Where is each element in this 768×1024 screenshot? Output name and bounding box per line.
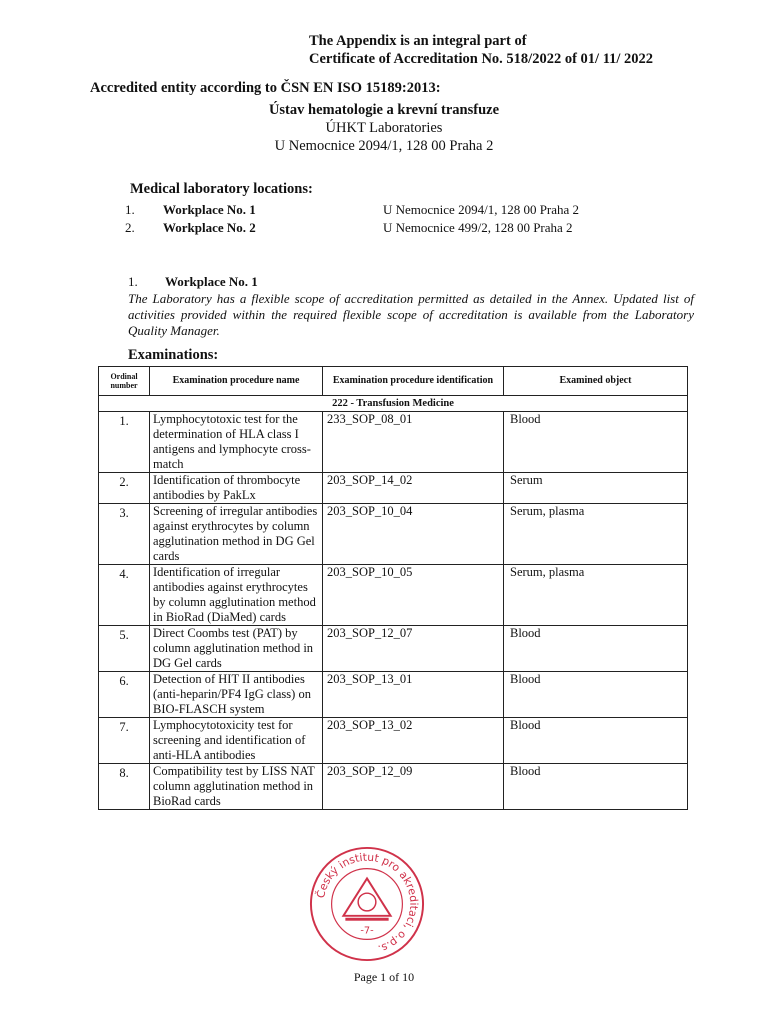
row-identification: 203_SOP_10_04	[323, 504, 504, 565]
row-name: Lymphocytotoxic test for the determination of HLA class I antigens and lymphocyte cross-match	[150, 412, 323, 473]
row-name: Screening of irregular antibodies against erythrocytes by column agglutination method in DG Gel cards	[150, 504, 323, 565]
table-row	[99, 764, 688, 810]
examinations-table	[98, 366, 688, 810]
location-row	[125, 202, 645, 220]
header-object: Examined object	[504, 367, 688, 396]
row-object: Blood	[504, 718, 688, 764]
section-label: 222 - Transfusion Medicine	[99, 396, 688, 412]
stamp-ring-text: Český institut pro akreditaci, o.p.s.	[314, 850, 421, 956]
row-name: Direct Coombs test (PAT) by column agglutination method in DG Gel cards	[150, 626, 323, 672]
row-number: 6.	[99, 672, 150, 718]
row-object: Serum, plasma	[504, 504, 688, 565]
workplace-title	[128, 274, 258, 290]
row-number: 5.	[99, 626, 150, 672]
flexible-scope-note: The Laboratory has a flexible scope of accreditation permitted as detailed in the Annex. Updated list of activities provided within the required flexible scope of accreditation is available from the Laboratory Quality Manager.	[128, 291, 694, 338]
workplace-number: 1.	[128, 274, 138, 289]
page-number: Page 1 of 10	[353, 970, 415, 984]
institution-sub: ÚHKT Laboratories	[325, 120, 443, 136]
row-name: Identification of thrombocyte antibodies by PakLx	[150, 473, 323, 504]
row-name: Detection of HIT II antibodies (anti-heparin/PF4 IgG class) on BIO-FLASCH system	[150, 672, 323, 718]
header-ordinal: Ordinal number	[99, 367, 150, 396]
row-identification: 203_SOP_14_02	[323, 473, 504, 504]
institution-block	[0, 101, 768, 155]
row-name: Compatibility test by LISS NAT column agglutination method in BioRad cards	[150, 764, 323, 810]
stamp-emblem	[343, 878, 390, 920]
location-number: 1.	[125, 202, 135, 217]
location-address: U Nemocnice 2094/1, 128 00 Praha 2	[383, 202, 580, 217]
row-number: 7.	[99, 718, 150, 764]
table-header-row	[99, 367, 688, 396]
locations-title: Medical laboratory locations:	[130, 181, 313, 197]
row-identification: 233_SOP_08_01	[323, 412, 504, 473]
row-identification: 203_SOP_12_09	[323, 764, 504, 810]
appendix-header	[309, 32, 653, 68]
row-object: Blood	[504, 412, 688, 473]
table-row	[99, 412, 688, 473]
location-address: U Nemocnice 499/2, 128 00 Praha 2	[383, 220, 573, 235]
row-number: 1.	[99, 412, 150, 473]
row-identification: 203_SOP_10_05	[323, 565, 504, 626]
appendix-line-1: The Appendix is an integral part of	[309, 33, 527, 49]
workplace-label: Workplace No. 1	[165, 274, 258, 289]
row-object: Serum	[504, 473, 688, 504]
appendix-line-2: Certificate of Accreditation No. 518/2022 of 01/ 11/ 2022	[309, 51, 654, 67]
table-row	[99, 672, 688, 718]
institution-name: Ústav hematologie a krevní transfuze	[268, 102, 500, 118]
table-row	[99, 504, 688, 565]
location-number: 2.	[125, 220, 135, 235]
location-label: Workplace No. 1	[163, 202, 256, 217]
row-number: 4.	[99, 565, 150, 626]
row-identification: 203_SOP_13_01	[323, 672, 504, 718]
row-object: Blood	[504, 764, 688, 810]
accredited-entity-line: Accredited entity according to ČSN EN ISO 15189:2013:	[90, 80, 441, 96]
row-object: Blood	[504, 626, 688, 672]
location-label: Workplace No. 2	[163, 220, 256, 235]
table-row	[99, 718, 688, 764]
institution-address: U Nemocnice 2094/1, 128 00 Praha 2	[274, 138, 494, 154]
row-number: 8.	[99, 764, 150, 810]
row-object: Blood	[504, 672, 688, 718]
row-name: Identification of irregular antibodies against erythrocytes by column agglutination method in BioRad (DiaMed) cards	[150, 565, 323, 626]
section-row	[99, 396, 688, 412]
table-row	[99, 473, 688, 504]
location-row	[125, 220, 645, 238]
row-identification: 203_SOP_13_02	[323, 718, 504, 764]
stamp-outer-ring	[311, 848, 423, 960]
examinations-title: Examinations:	[128, 347, 219, 363]
table-row	[99, 565, 688, 626]
stamp-number: -7-	[360, 925, 374, 937]
row-number: 2.	[99, 473, 150, 504]
header-name: Examination procedure name	[150, 367, 323, 396]
row-number: 3.	[99, 504, 150, 565]
row-name: Lymphocytotoxicity test for screening and identification of anti-HLA antibodies	[150, 718, 323, 764]
row-object: Serum, plasma	[504, 565, 688, 626]
header-identification: Examination procedure identification	[323, 367, 504, 396]
accreditation-stamp	[308, 845, 426, 963]
table-row	[99, 626, 688, 672]
row-identification: 203_SOP_12_07	[323, 626, 504, 672]
